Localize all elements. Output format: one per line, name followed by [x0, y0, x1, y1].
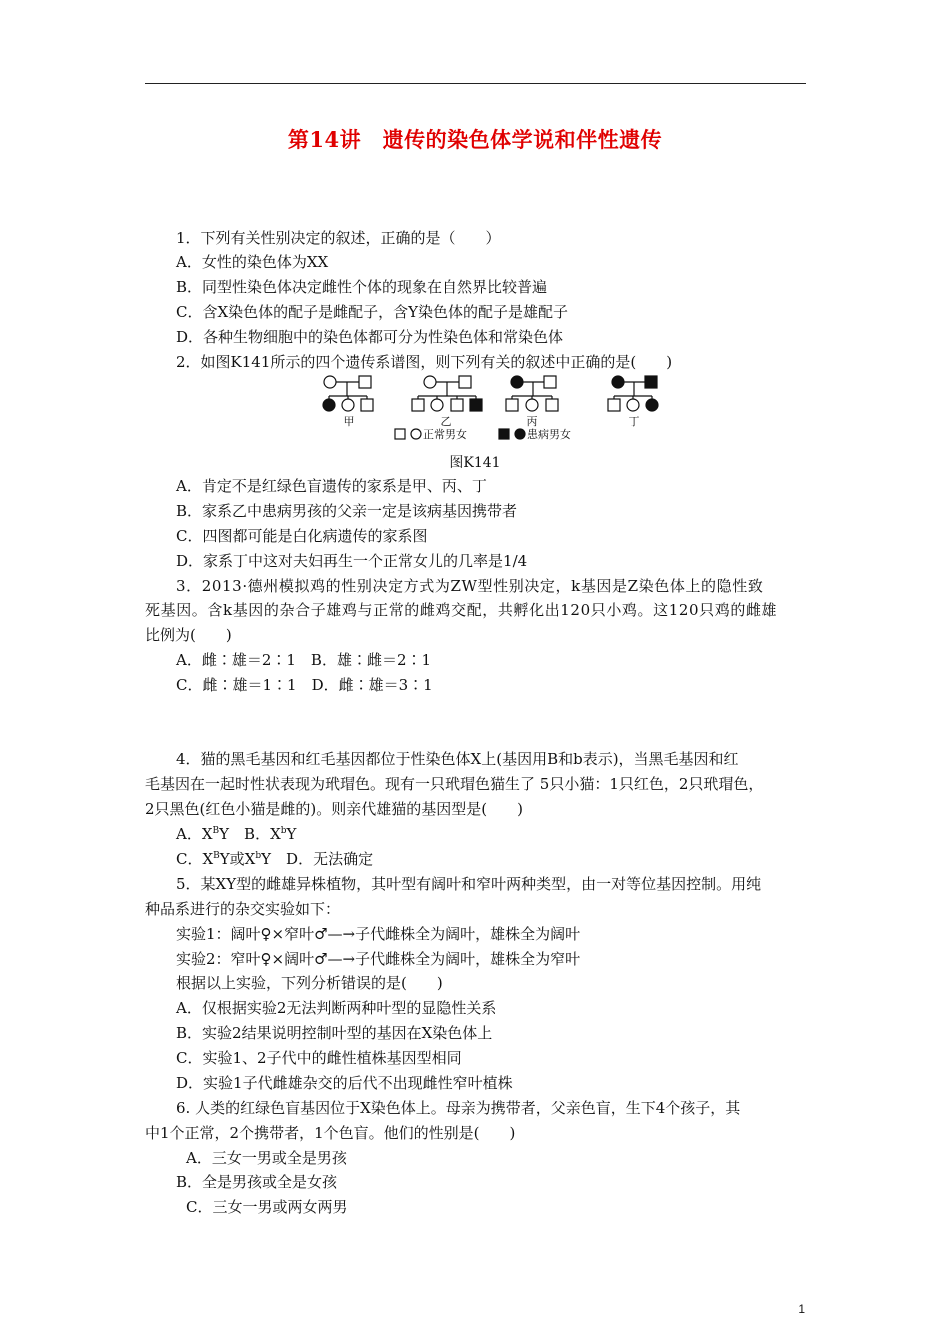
pedigree-figure — [300, 368, 680, 458]
label-bing: 丙 — [526, 416, 538, 428]
q2-stem: 2．如图K141所示的四个遗传系谱图，则下列有关的叙述中正确的是( ) — [176, 353, 673, 371]
q4-line-2: 毛基因在一起时性状表现为玳瑁色。现有一只玳瑁色猫生了 5只小猫：1只红色，2只玳瑁色， — [145, 775, 764, 793]
figure-caption: 图K141 — [449, 455, 501, 471]
legend-affected-text: 患病男女 — [527, 429, 571, 441]
q3-line-3: 比例为( ) — [145, 626, 232, 644]
q2-option-b: B．家系乙中患病男孩的父亲一定是该病基因携带者 — [176, 502, 518, 520]
q3-line-1: 3．2013·德州模拟鸡的性别决定方式为ZW型性别决定，k基因是Z染色体上的隐性致 — [176, 577, 764, 595]
q1-option-d: D．各种生物细胞中的染色体都可分为性染色体和常染色体 — [176, 328, 564, 346]
q1-option-c: C．含X染色体的配子是雌配子，含Y染色体的配子是雄配子 — [176, 303, 569, 321]
legend-normal-text: 正常男女 — [423, 429, 467, 441]
q6-option-b: B．全是男孩或全是女孩 — [176, 1173, 338, 1191]
q3-options-cd: C．雌∶雄＝1∶1 D．雌∶雄＝3∶1 — [176, 676, 433, 694]
label-jia: 甲 — [343, 416, 355, 428]
q2-option-c: C．四图都可能是白化病遗传的家系图 — [176, 527, 428, 545]
q1-option-b: B．同型性染色体决定雌性个体的现象在自然界比较普遍 — [176, 278, 548, 296]
q5-line-1: 5．某XY型的雌雄异株植物，其叶型有阔叶和窄叶两种类型，由一对等位基因控制。用纯 — [176, 875, 762, 893]
q6-line-1: 6. 人类的红绿色盲基因位于X染色体上。母亲为携带者，父亲色盲，生下4个孩子，其 — [176, 1099, 741, 1117]
legend-affected-male-icon — [499, 429, 509, 439]
q2-option-d: D．家系丁中这对夫妇再生一个正常女儿的几率是1/4 — [176, 552, 528, 570]
q4-line-3: 2只黑色(红色小猫是雌的)。则亲代雄猫的基因型是( ) — [145, 800, 523, 818]
q5-line-2: 种品系进行的杂交实验如下： — [145, 900, 341, 918]
header-rule — [145, 83, 806, 84]
q6-option-c: C．三女一男或两女两男 — [186, 1198, 348, 1216]
q5-option-b: B．实验2结果说明控制叶型的基因在X染色体上 — [176, 1024, 493, 1042]
q4-line-1: 4．猫的黑毛基因和红毛基因都位于性染色体X上(基因用B和b表示)，当黑毛基因和红 — [176, 750, 739, 768]
legend-affected-female-icon — [515, 429, 525, 439]
page-title: 第14讲 遗传的染色体学说和伴性遗传 — [287, 127, 663, 152]
q4-options-ab: A．$X^BY$ B．$X^bY$ — [176, 825, 297, 843]
q5-experiment-2: 实验2：窄叶♀×阔叶♂—→子代雌株全为阔叶，雄株全为窄叶 — [176, 950, 581, 968]
q1-option-a: A．女性的染色体为XX — [176, 253, 329, 271]
q2-option-a: A．肯定不是红绿色盲遗传的家系是甲、丙、丁 — [176, 477, 487, 495]
q5-ask: 根据以上实验，下列分析错误的是( ) — [176, 974, 443, 992]
q5-option-a: A．仅根据实验2无法判断两种叶型的显隐性关系 — [176, 999, 497, 1017]
q3-options-ab: A．雌∶雄＝2∶1 B．雄∶雌＝2∶1 — [176, 651, 432, 669]
q4-options-cd: C．$X^BY$或$X^bY$ D．无法确定 — [176, 850, 374, 868]
pedigree-family-ding — [608, 376, 658, 411]
pedigree-family-jia — [323, 376, 373, 411]
label-yi: 乙 — [440, 416, 452, 428]
q6-line-2: 中1个正常，2个携带者，1个色盲。他们的性别是( ) — [145, 1124, 516, 1142]
q5-experiment-1: 实验1：阔叶♀×窄叶♂—→子代雌株全为阔叶，雄株全为阔叶 — [176, 925, 581, 943]
label-ding: 丁 — [628, 416, 640, 428]
q3-line-2: 死基因。含k基因的杂合子雄鸡与正常的雌鸡交配，共孵化出120只小鸡。这120只鸡的雌雄 — [145, 601, 778, 619]
page-number: 1 — [798, 1302, 805, 1316]
legend-normal-male-icon — [395, 429, 405, 439]
pedigree-family-bing — [506, 376, 558, 411]
legend-normal-female-icon — [411, 429, 421, 439]
q5-option-c: C．实验1、2子代中的雌性植株基因型相同 — [176, 1049, 462, 1067]
q6-option-a: A．三女一男或全是男孩 — [186, 1149, 347, 1167]
q1-stem: 1．下列有关性别决定的叙述，正确的是（ ） — [176, 229, 501, 247]
pedigree-family-yi — [412, 376, 482, 411]
q5-option-d: D．实验1子代雌雄杂交的后代不出现雌性窄叶植株 — [176, 1074, 513, 1092]
